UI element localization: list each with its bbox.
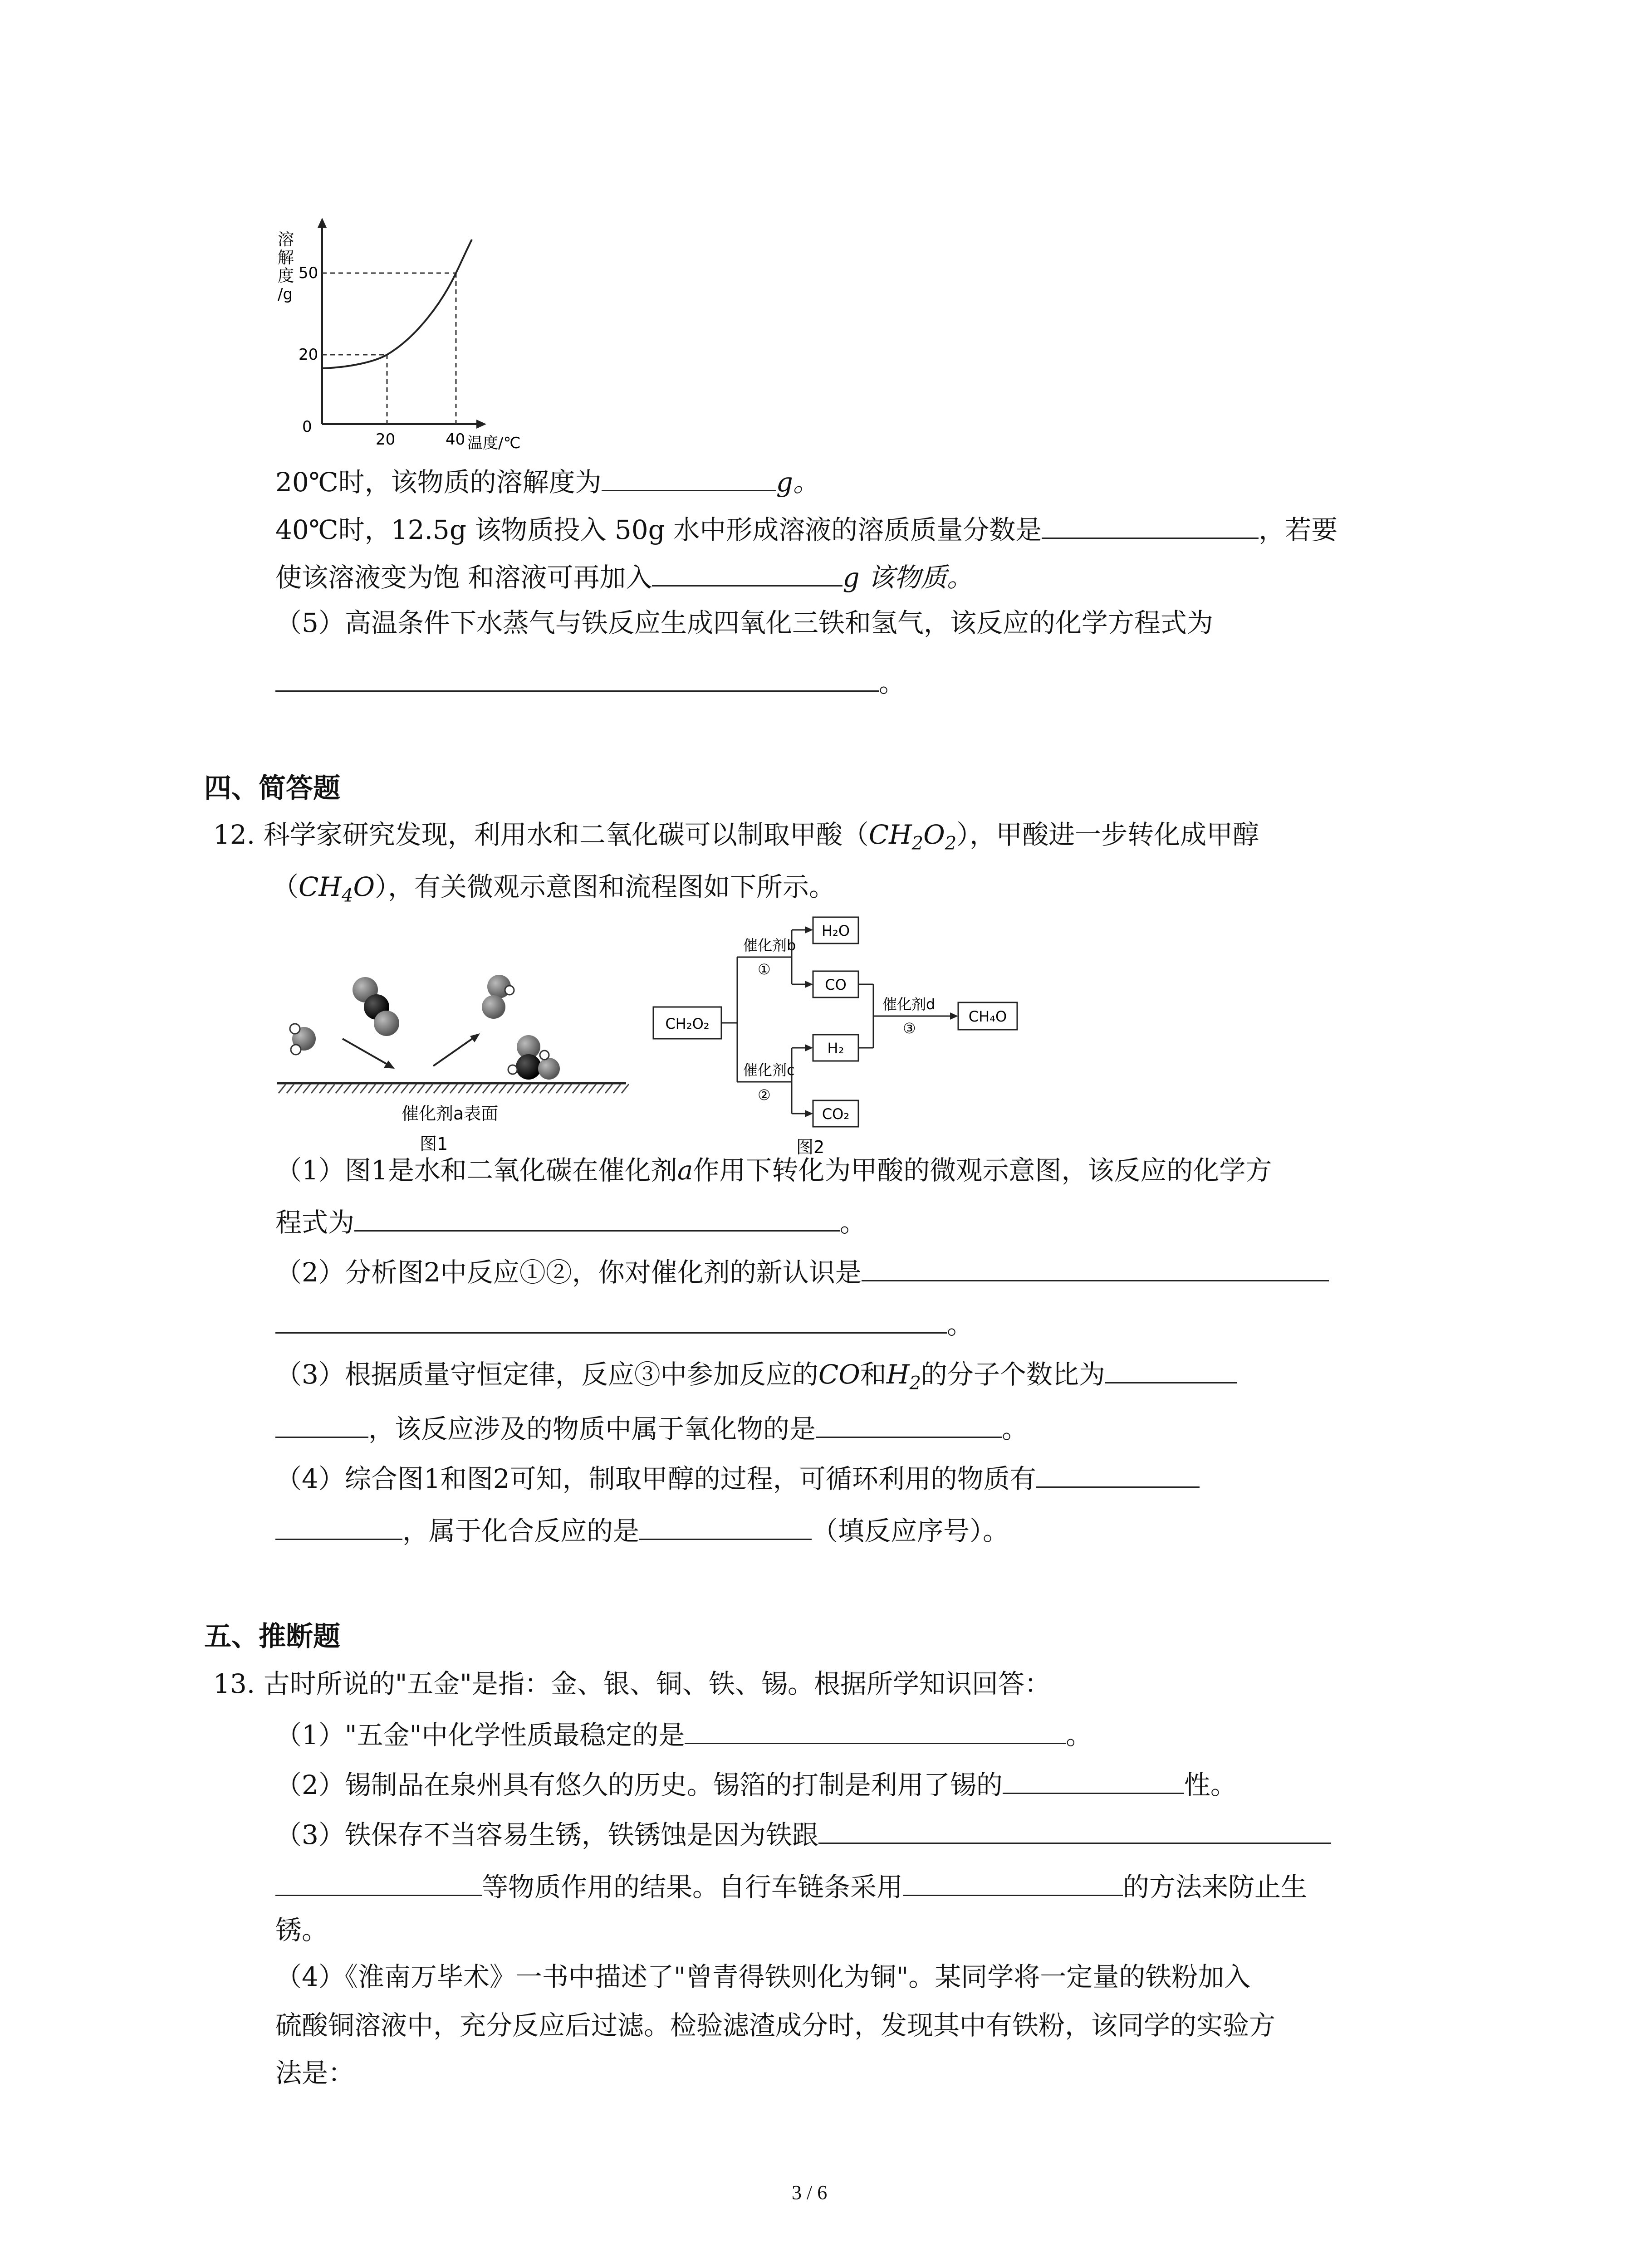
q12-part4-line1 (275, 1458, 1200, 1497)
reaction-2-label: ② (758, 1086, 771, 1104)
q12-line1-tail: ），甲酸进一步转化成甲醇 (956, 819, 1259, 850)
additional-mass-blank[interactable] (652, 557, 843, 587)
molecule-ratio-blank[interactable] (1105, 1354, 1237, 1383)
q13-part1-end: 。 (1066, 1720, 1092, 1750)
arrow-desorb (433, 1033, 480, 1066)
reaction-3-label: ③ (903, 1020, 916, 1037)
q13-part2 (275, 1765, 1237, 1803)
x-label: 温度/℃ (467, 434, 521, 452)
co2-molecule-left (353, 977, 399, 1036)
q12-line2 (272, 869, 835, 914)
q12-part4-line2 (275, 1510, 1009, 1549)
formic-equation-blank[interactable] (354, 1202, 840, 1232)
x-tick-20: 20 (376, 430, 396, 449)
q11-line5 (275, 662, 905, 701)
solubility-20c-blank[interactable] (602, 462, 776, 491)
box-h2o-label: H₂O (821, 922, 850, 939)
q11-line5-end: 。 (879, 667, 906, 698)
q12-part1-text-b: 作用下转化为甲酸的微观示意图，该反应的化学方 (693, 1155, 1272, 1186)
q11-line1-text: 20℃时，该物质的溶解度为 (275, 467, 602, 498)
page-number: 3 / 6 (792, 2181, 828, 2204)
rust-prevention-blank[interactable] (903, 1867, 1123, 1896)
rust-cause-blank[interactable] (818, 1814, 1331, 1844)
water-molecule-left (290, 1024, 316, 1055)
figure1-micro-diagram (272, 962, 631, 1161)
q13-part4-line1 (275, 1959, 1250, 1995)
q13-part4-line3 (275, 2055, 354, 2091)
q13-part4-line2 (275, 2007, 1275, 2043)
tin-property-blank[interactable] (1003, 1765, 1184, 1794)
q11-line2-text: 40℃时，12.5g 该物质投入 50g 水中形成溶液的溶质质量分数是 (275, 514, 1042, 545)
q11-line4 (275, 605, 1213, 641)
q13-part4-text-a: （4）《淮南万毕术》一书中描述了"曾青得铁则化为铜"。某同学将一定量的铁粉加入 (275, 1961, 1251, 1992)
q13-part4-text-c: 法是： (275, 2058, 355, 2088)
stable-metal-blank[interactable] (685, 1715, 1066, 1744)
q12-part1-text-c: 程式为 (275, 1207, 355, 1238)
cat-c-label: 催化剂c (743, 1061, 795, 1079)
q12-line2-tail: ），有关微观示意图和流程图如下所示。 (375, 871, 836, 902)
q13-intro: 古时所说的"五金"是指：金、银、铜、铁、锡。根据所学知识回答： (263, 1668, 1051, 1699)
recyclable-blank-2[interactable] (275, 1510, 402, 1540)
q11-line1 (275, 462, 819, 500)
formic-formula-sub2: 2 (945, 833, 957, 854)
figure2-caption: 图2 (796, 1137, 825, 1157)
q12-number: 12. (213, 819, 255, 850)
formic-formula-sub1: 2 (911, 833, 924, 854)
q13-part1-text: （1）"五金"中化学性质最稳定的是 (275, 1720, 685, 1750)
solubility-chart (272, 218, 526, 454)
q13-part3-text-c: 的方法来防止生 (1123, 1872, 1308, 1902)
q13-line1 (213, 1666, 1051, 1702)
catalyst-a-label: a (677, 1155, 693, 1186)
q12-part2-end: 。 (947, 1309, 974, 1340)
catalyst-insight-blank-2[interactable] (275, 1304, 947, 1334)
q11-line2 (275, 509, 1337, 548)
q12-part3-text-b: 的分子个数比为 (921, 1359, 1105, 1390)
mass-fraction-blank[interactable] (1042, 509, 1259, 539)
y-tick-0: 0 (302, 418, 312, 436)
q11-line3-tail: g 该物质。 (843, 562, 974, 593)
q13-part3-line1 (275, 1814, 1331, 1853)
q13-part1 (275, 1715, 1092, 1753)
q12-part4-text-b: ，属于化合反应的是 (402, 1515, 640, 1546)
box-co-label: CO (825, 976, 847, 993)
y-label-3: 度 (278, 267, 294, 285)
y-tick-50: 50 (299, 264, 318, 282)
y-label-1: 溶 (278, 230, 294, 249)
q13-part3-line3 (275, 1912, 328, 1948)
q12-part2-text: （2）分析图2中反应①②，你对催化剂的新认识是 (275, 1257, 862, 1288)
q12-part1-line1 (275, 1152, 1272, 1188)
oxide-blank[interactable] (816, 1408, 1002, 1438)
q11-line3-text: 使该溶液变为饱 和溶液可再加入 (275, 562, 652, 593)
catalyst-surface-label: 催化剂a表面 (402, 1104, 499, 1124)
reaction-1-label: ① (758, 961, 771, 978)
iron-steam-equation-blank[interactable] (275, 662, 879, 692)
product-molecule-top (482, 975, 514, 1019)
h2-formula: H (886, 1359, 910, 1390)
q13-part3-text-b: 等物质作用的结果。自行车链条采用 (482, 1872, 903, 1902)
section4-title: 四、简答题 (204, 772, 340, 804)
q12-part2-line2 (275, 1304, 973, 1343)
formic-formula-o: O (923, 819, 945, 850)
y-axis-arrow (318, 218, 327, 228)
q12-part3-text: （3）根据质量守恒定律，反应③中参加反应的 (275, 1359, 818, 1390)
y-label-2: 解 (278, 249, 294, 267)
co-formula: CO (818, 1359, 860, 1390)
q12-line1 (213, 816, 1259, 862)
q13-part2-text: （2）锡制品在泉州具有悠久的历史。锡箔的打制是利用了锡的 (275, 1769, 1003, 1800)
x-tick-40: 40 (446, 430, 465, 449)
q13-number: 13. (213, 1668, 255, 1699)
q13-part3-text: （3）铁保存不当容易生锈，铁锈蚀是因为铁跟 (275, 1819, 818, 1850)
q12-part3-line1 (275, 1354, 1237, 1402)
adsorbed-complex (508, 1035, 560, 1080)
surface-hatching (279, 1084, 629, 1093)
q12-part3-end: 。 (1002, 1413, 1029, 1444)
catalyst-insight-blank[interactable] (862, 1252, 1329, 1281)
box-h2-label: H₂ (827, 1040, 844, 1057)
y-tick-20: 20 (299, 346, 318, 364)
arrow-adsorb (343, 1039, 395, 1069)
q13-part4-text-b: 硫酸铜溶液中，充分反应后过滤。检验滤渣成分时，发现其中有铁粉，该同学的实验方 (275, 2010, 1276, 2041)
q12-part1-end: 。 (840, 1207, 867, 1238)
q12-part4-text: （4）综合图1和图2可知，制取甲醇的过程，可循环利用的物质有 (275, 1463, 1036, 1494)
q11-line4-text: （5）高温条件下水蒸气与铁反应生成四氧化三铁和氢气，该反应的化学方程式为 (275, 607, 1213, 638)
combination-reaction-blank[interactable] (639, 1510, 812, 1540)
q13-part3-line2 (275, 1867, 1307, 1905)
box-ch2o2-label: CH₂O₂ (665, 1015, 710, 1032)
methanol-formula-o: O (353, 871, 375, 902)
q13-part2-end: 性。 (1184, 1769, 1237, 1800)
methanol-formula-sub: 4 (341, 885, 353, 906)
cat-d-label: 催化剂d (882, 996, 936, 1013)
solubility-curve (322, 240, 472, 368)
rust-cause-blank-2[interactable] (275, 1867, 482, 1896)
box-ch4o-label: CH₄O (968, 1008, 1007, 1025)
figure2-flowchart (635, 916, 1034, 1166)
q12-part3-text-c: ，该反应涉及的物质中属于氧化物的是 (368, 1413, 816, 1444)
q11-line2-tail: ，若要 (1259, 514, 1338, 545)
q12-part3-line2 (275, 1408, 1028, 1447)
q12-line1-text: 科学家研究发现，利用水和二氧化碳可以制取甲酸（ (263, 819, 869, 850)
molecule-ratio-blank-2[interactable] (275, 1408, 368, 1438)
q12-part3-and: 和 (860, 1359, 887, 1390)
q11-line1-unit: g。 (776, 467, 819, 498)
x-axis-arrow (476, 420, 486, 429)
h2-formula-sub: 2 (909, 1373, 921, 1394)
q12-line2-open: （ (272, 871, 299, 902)
formic-formula-c-h: CH (868, 819, 912, 850)
recyclable-blank[interactable] (1036, 1458, 1200, 1488)
figure1-caption: 图1 (420, 1134, 448, 1154)
q12-part1-line2 (275, 1202, 866, 1241)
section5-title: 五、推断题 (204, 1621, 340, 1652)
q12-part4-text-c: （填反应序号）。 (812, 1515, 1009, 1546)
methanol-formula-c-h: CH (299, 871, 342, 902)
q11-line3 (275, 557, 973, 596)
q12-part1-text: （1）图1是水和二氧化碳在催化剂 (275, 1155, 677, 1186)
box-co2-label: CO₂ (822, 1105, 850, 1123)
q13-part3-text-d: 锈。 (275, 1915, 328, 1945)
cat-b-label: 催化剂b (743, 937, 796, 954)
y-label-4: /g (278, 285, 293, 303)
q12-part2-line1 (275, 1252, 1329, 1290)
